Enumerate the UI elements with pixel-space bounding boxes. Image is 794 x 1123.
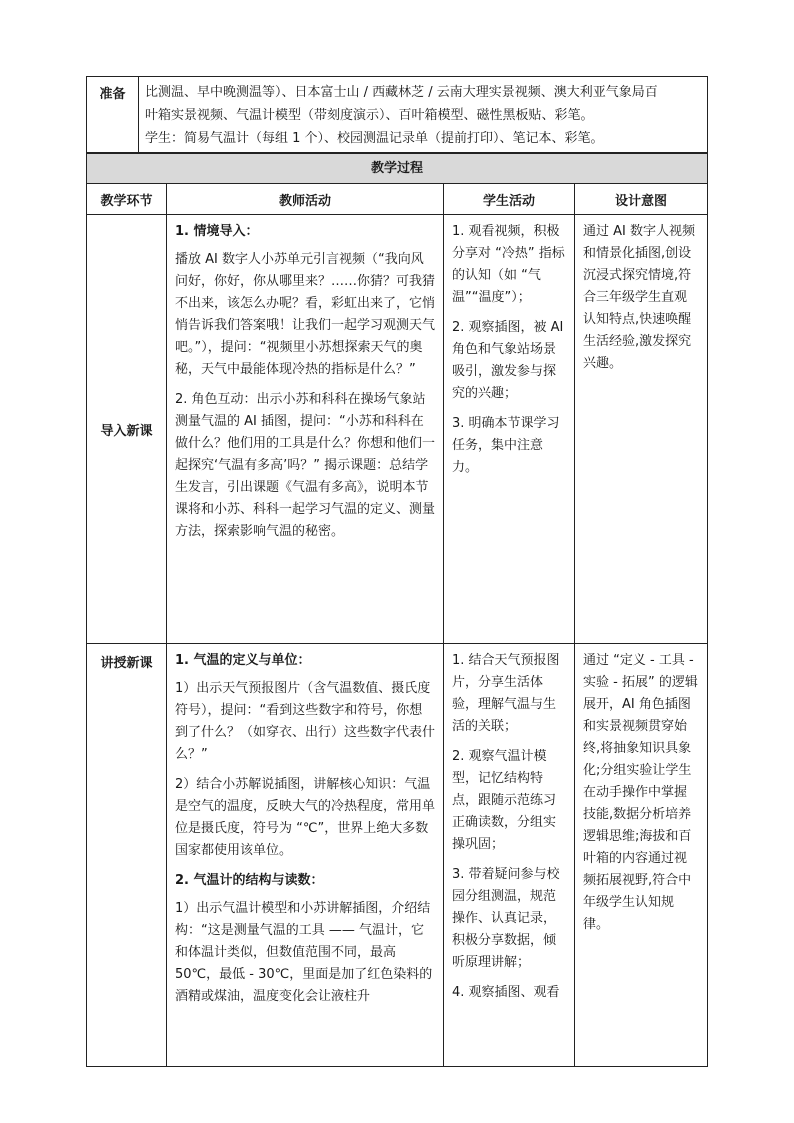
activity-heading: 1. 情境导入： [175,224,259,239]
student-item: 1. 观看视频，积极分享对 “冷热” 指标的认知（如 “气温”“温度”）； [452,224,565,305]
student-item: 2. 观察插图，被 AI 角色和气象站场景吸引，激发参与探究的兴趣； [452,320,564,401]
stage-cell: 讲授新课 [87,644,167,1067]
prep-label: 准备 [87,77,139,153]
teacher-activity-cell [167,644,444,1067]
student-item: 1. 结合天气预报图片，分享生活体验，理解气温与生活的关联； [452,653,560,734]
prep-line: 学生：简易气温计（每组 1 个）、校园测温记录单（提前打印）、笔记本、彩笔。 [145,131,604,146]
student-item: 3. 明确本节课学习任务，集中注意力。 [452,416,560,475]
student-item: 3. 带着疑问参与校园分组测温，规范操作、认真记录，积极分享数据，倾听原理讲解； [452,867,560,970]
student-activity-cell [444,215,575,644]
preparation-table [86,76,708,153]
column-header: 学生活动 [444,184,575,215]
table-row [87,644,708,1067]
column-header: 设计意图 [575,184,708,215]
prep-line: 比测温、早中晚测温等）、日本富士山 / 西藏林芝 / 云南大理实景视频、澳大利亚气象局百 [145,85,658,100]
activity-text: 2）结合小苏解说插图，讲解核心知识：气温是空气的温度，反映大气的冷热程度，常用单位是摄氏度，符号为 “℃”，世界上绝大多数国家都使用该单位。 [175,777,436,858]
student-activity-cell [444,644,575,1067]
teaching-process-table [86,153,708,1067]
prep-content [139,77,708,153]
activity-heading: 1. 气温的定义与单位： [175,653,311,668]
activity-text: 播放 AI 数字人小苏单元引言视频（“我向风问好，你好，你从哪里来？……你猜？可我猜不出来，该怎么办呢？看，彩虹出来了，它悄悄告诉我们答案哦！让我们一起学习观测天气吧。”），提问：“视频里小苏想探索天气的奥秘，天气中最能体现冷热的指标是什么？” [175,252,436,377]
activity-text: 1）出示天气预报图片（含气温数值、摄氏度符号），提问：“看到这些数字和符号，你想到了什么？（如穿衣、出行）这些数字代表什么？” [175,681,436,762]
activity-text: 1）出示气温计模型和小苏讲解插图，介绍结构：“这是测量气温的工具 —— 气温计，它和体温计类似，但数值范围不同，最高 50℃，最低 - 30℃，里面是加了红色染料的酒精或煤油，温度变化会让液柱升 [175,901,433,1004]
student-item: 4. 观察插图、观看 [452,985,560,1000]
section-title: 教学过程 [87,154,708,184]
table-row [87,215,708,644]
design-intent-cell: 通过 AI 数字人视频和情景化插图,创设沉浸式探究情境,符合三年级学生直观认知特点,快速唤醒生活经验,激发探究兴趣。 [575,215,708,644]
prep-line: 叶箱实景视频、气温计模型（带刻度演示）、百叶箱模型、磁性黑板贴、彩笔。 [145,108,594,123]
teacher-activity-cell [167,215,444,644]
activity-text: 2. 角色互动：出示小苏和科科在操场气象站测量气温的 AI 插图，提问：“小苏和科科在做什么？他们用的工具是什么？你想和他们一起探究‘气温有多高’吗？” 揭示课题：总结学生发言，引出课题《气温有多高》，说明本节课将和小苏、科科一起学习气温的定义、测量方法，探索影响气温的秘密。 [175,392,436,539]
column-header: 教学环节 [87,184,167,215]
lesson-plan-page [86,76,708,1067]
column-header-row [87,184,708,215]
student-item: 2. 观察气温计模型，记忆结构特点，跟随示范练习正确读数，分组实操巩固； [452,749,557,852]
activity-heading: 2. 气温计的结构与读数： [175,873,324,888]
column-header: 教师活动 [167,184,444,215]
design-intent-cell: 通过 “定义 - 工具 - 实验 - 拓展” 的逻辑展开，AI 角色插图和实景视频贯穿始终,将抽象知识具象化;分组实验让学生在动手操作中掌握技能,数据分析培养逻辑思维;海拔和百叶箱的内容通过视频拓展视野,符合中年级学生认知规律。 [575,644,708,1067]
stage-cell: 导入新课 [87,215,167,644]
